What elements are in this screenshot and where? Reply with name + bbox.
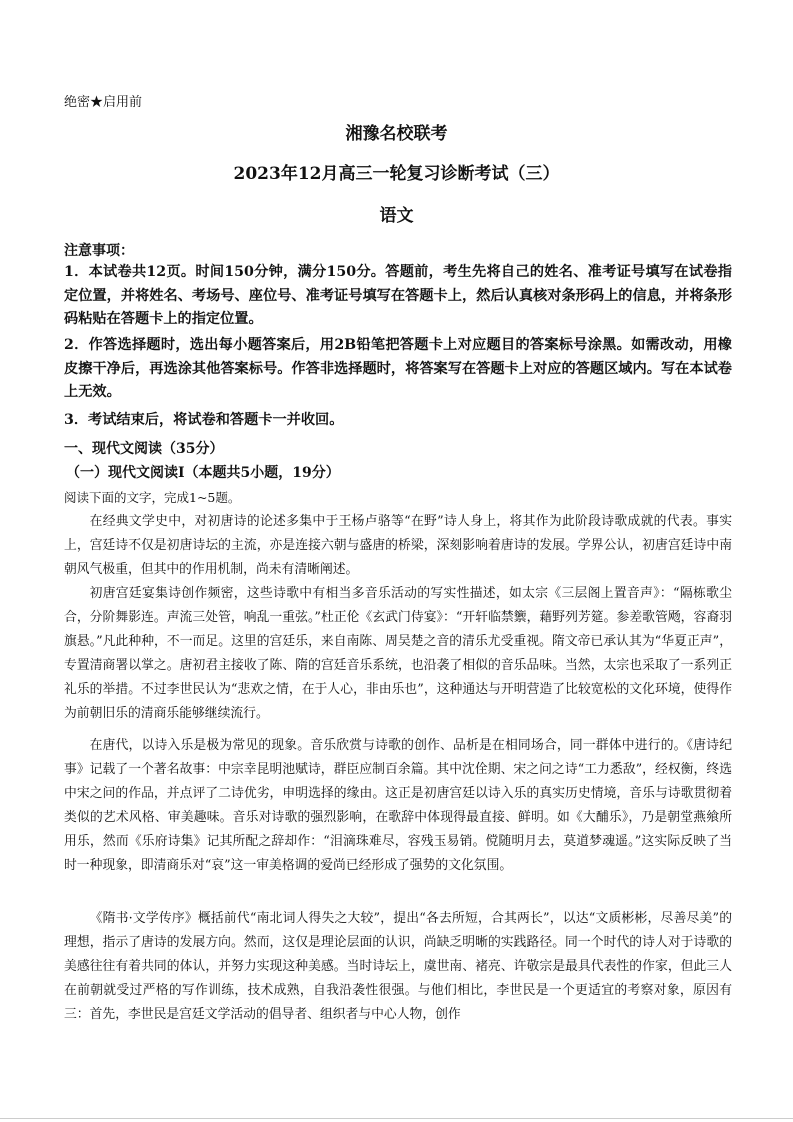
passage-paragraph-4: 《隋书·文学传序》概括前代“南北词人得失之大较”，提出“各去所短，合其两长”，以达“文质彬彬，尽善尽美”的理想，指示了唐诗的发展方向。然而，这仅是理论层面的认识，尚缺乏明晰的实践路径。同一个时代的诗人对于诗歌的美感往往有着共同的体认，并努力实现这种美感。当时诗坛上，虞世南、褚亮、许敬宗是最具代表性的作家，但此三人在前朝就受过严格的写作训练，技术成熟，自我沿袭性很强。与他们相比，李世民是一个更适宜的考察对象，原因有三：首先，李世民是宫廷文学活动的倡导者、组织者与中心人物，创作 [64, 911, 732, 1022]
passage-paragraph-3: 在唐代，以诗入乐是极为常见的现象。音乐欣赏与诗歌的创作、品析是在相同场合，同一群体中进行的。《唐诗纪事》记载了一个著名故事：中宗幸昆明池赋诗，群臣应制百余篇。其中沈佺期、宋之问之诗“工力悉敌”，经权衡，终选中宋之问的作品，并点评了二诗优劣，申明选择的缘由。这正是初唐宫廷以诗入乐的真实历史情境，音乐与诗歌贯彻着类似的艺术风格、审美趣味。音乐对诗歌的强烈影响，在歌辞中体现得最直接、鲜明。如《大酺乐》，乃是朝堂燕飨所用乐，然而《乐府诗集》记其所配之辞却作：“泪滴珠难尽，容残玉易销。傥随明月去，莫道梦魂遥。”这实际反映了当时一种现象，即清商乐对“哀”这一审美格调的爱尚已经形成了强势的文化氛围。 [64, 738, 732, 873]
note-item-1: 1．本试卷共12页。时间150分钟，满分150分。答题前，考生先将自己的姓名、准考证号填写在试卷指定位置，并将姓名、考场号、座位号、准考证号填写在答题卡上，然后认真核对条形码上的信息，并将条形码粘贴在答题卡上的指定位置。 [64, 264, 732, 327]
exam-title: 2023年12月高三一轮复习诊断考试（三） [233, 164, 560, 184]
page-bottom-rule [0, 1118, 793, 1119]
subject-title: 语文 [379, 206, 414, 226]
passage-paragraph-1: 在经典文学史中，对初唐诗的论述多集中于王杨卢骆等“在野”诗人身上，将其作为此阶段诗歌成就的代表。事实上，宫廷诗不仅是初唐诗坛的主流，亦是连接六朝与盛唐的桥梁，深刻影响着唐诗的发展。学界公认，初唐宫廷诗中南朝风气极重，但其中的作用机制，尚未有清晰阐述。 [64, 514, 732, 577]
notes-heading: 注意事项： [64, 243, 134, 259]
section-title: 一、现代文阅读（35分） [64, 441, 224, 457]
reading-instruction: 阅读下面的文字，完成1~5题。 [64, 490, 241, 505]
section-subtitle: （一）现代文阅读Ⅰ（本题共5小题，19分） [66, 465, 340, 481]
passage-paragraph-2: 初唐宫廷宴集诗创作频密，这些诗歌中有相当多音乐活动的写实性描述，如太宗《三层阁上置音声》：“隔栋歌尘合，分阶舞影连。声流三处管，响乱一重弦。”杜正伦《玄武门侍宴》：“开轩临禁籞，藉野列芳筵。参差歌管飏，容裔羽旗悬。”凡此种种，不一而足。这里的宫廷乐，来自南陈、周吴楚之音的清乐尤受重视。隋文帝已承认其为“华夏正声”，专置清商署以掌之。唐初君主接收了陈、隋的宫廷音乐系统，也沿袭了相似的音乐品味。当然，太宗也采取了一系列正礼乐的举措。不过李世民认为“悲欢之情，在于人心，非由乐也”，这种通达与开明营造了比较宽松的文化环境，使得作为前朝旧乐的清商乐能够继续流行。 [64, 586, 732, 721]
secret-label: 绝密★启用前 [64, 95, 143, 110]
note-item-2: 2．作答选择题时，选出每小题答案后，用2B铅笔把答题卡上对应题目的答案标号涂黑。如需改动，用橡皮擦干净后，再选涂其他答案标号。作答非选择题时，将答案写在答题卡上对应的答题区域内。写在本试卷上无效。 [64, 337, 732, 400]
exam-org: 湘豫名校联考 [345, 124, 448, 144]
note-item-3: 3．考试结束后，将试卷和答题卡一并收回。 [64, 412, 344, 428]
